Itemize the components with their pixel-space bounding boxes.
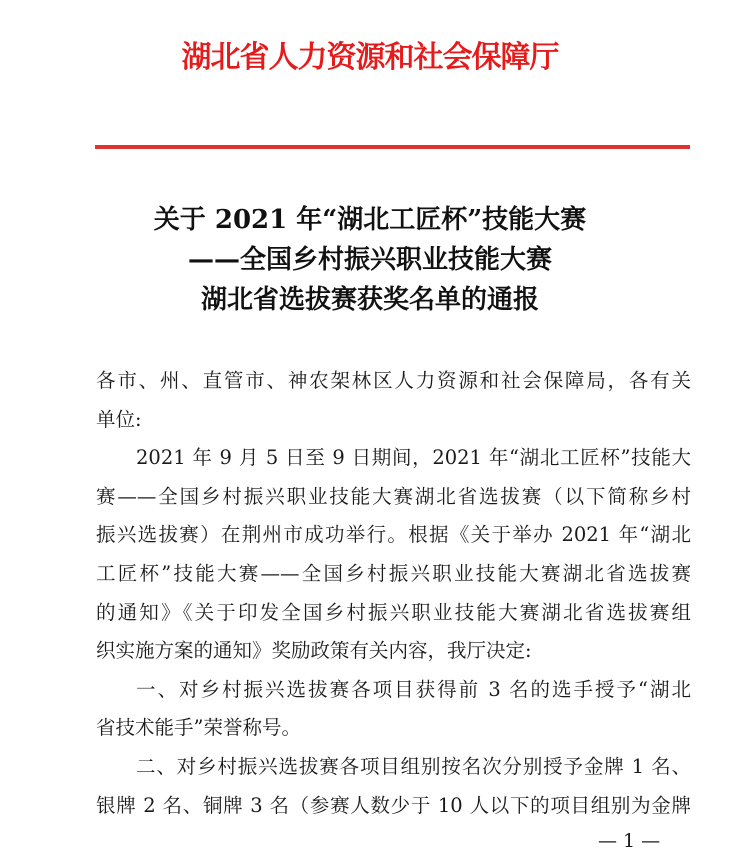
- body-line-item-2-start: 二、对乡村振兴选拔赛各项目组别按名次分别授予金牌 1 名、: [136, 754, 691, 778]
- document-body: [96, 362, 691, 825]
- body-line: 的通知》《关于印发全国乡村振兴职业技能大赛湖北省选拔赛组: [96, 600, 691, 624]
- page-number: — 1 —: [598, 830, 661, 852]
- letterhead-red-rule: [95, 145, 690, 149]
- body-line-item-1-end: 省技术能手”荣誉称号。: [96, 716, 301, 740]
- title-line-3: 湖北省选拔赛获奖名单的通报: [200, 285, 539, 315]
- body-line: 工匠杯”技能大赛——全国乡村振兴职业技能大赛湖北省选拔赛: [96, 561, 691, 585]
- body-line: 银牌 2 名、铜牌 3 名（参赛人数少于 10 人以下的项目组别为金牌: [96, 793, 691, 817]
- title-line-1: 关于 2021 年“湖北工匠杯”技能大赛: [153, 205, 587, 235]
- body-line: 振兴选拔赛）在荆州市成功举行。根据《关于举办 2021 年“湖北: [96, 523, 691, 547]
- body-line-paragraph-1-end: 织实施方案的通知》奖励政策有关内容，我厅决定:: [96, 639, 532, 663]
- body-line: 赛——全国乡村振兴职业技能大赛湖北省选拔赛（以下简称乡村: [96, 484, 691, 508]
- body-line-salutation: 各市、州、直管市、神农架林区人力资源和社会保障局，各有关: [96, 369, 691, 392]
- body-line-paragraph-1-start: 2021 年 9 月 5 日至 9 日期间，2021 年“湖北工匠杯”技能大: [136, 446, 691, 470]
- document-title: [0, 200, 740, 320]
- title-line-2: ——全国乡村振兴职业技能大赛: [187, 245, 552, 275]
- body-line-item-1-start: 一、对乡村振兴选拔赛各项目获得前 3 名的选手授予“湖北: [136, 677, 691, 701]
- letterhead-title: 湖北省人力资源和社会保障厅: [181, 40, 559, 75]
- body-line-salutation-end: 单位:: [96, 407, 142, 431]
